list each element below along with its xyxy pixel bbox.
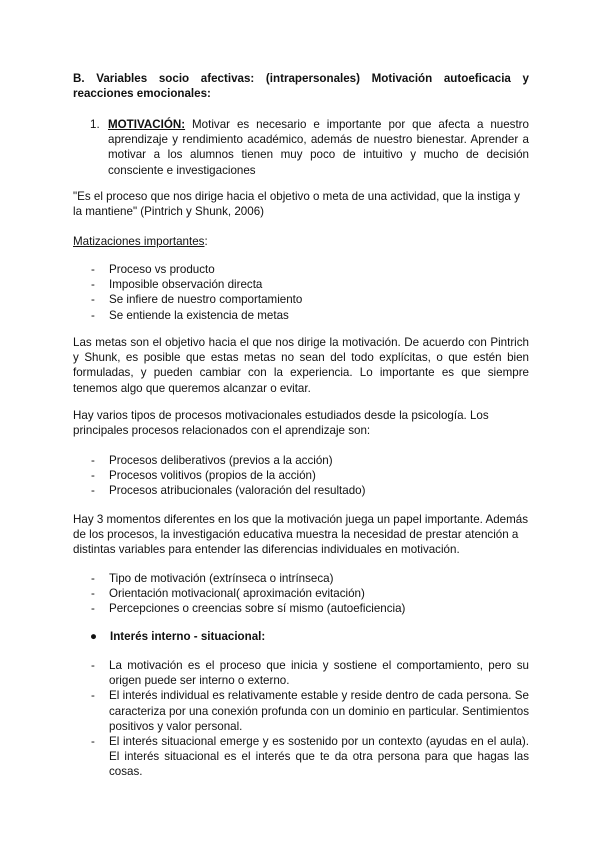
motivacion-term: MOTIVACIÓN: bbox=[108, 118, 186, 131]
motivacion-paragraph bbox=[108, 117, 529, 178]
matizaciones-heading bbox=[73, 234, 529, 249]
list-item: - Percepciones o creencias sobre sí mismo (autoeficiencia) bbox=[91, 602, 406, 616]
matizaciones-colon: : bbox=[204, 235, 208, 248]
list-item: - Proceso vs producto bbox=[91, 263, 215, 276]
list-item: - Se infiere de nuestro comportamiento bbox=[91, 293, 303, 307]
section-title: B. Variables socio afectivas: (intrapersonales) Motivación autoeficacia y reacciones emocionales: bbox=[73, 72, 529, 101]
list-item: - El interés individual es relativamente estable y reside dentro de cada persona. Se caracteriza por una conexión profunda con un dominio en particular. Sentimientos positivos y valor personal. bbox=[91, 689, 529, 733]
list-item: - Imposible observación directa bbox=[91, 278, 263, 292]
list-item: - Procesos volitivos (propios de la acción) bbox=[91, 469, 316, 483]
motivacion-text: Motivar es necesario e importante por que afecta a nuestro aprendizaje y rendimiento académico, además de nuestro bienestar. Aprender a motivar a los alumnos tienen muy poco de intuitivo y mucho de decisión consciente e investigaciones bbox=[108, 118, 529, 177]
matizaciones-list bbox=[73, 262, 529, 323]
bullet-icon: ● bbox=[90, 630, 98, 643]
list-item: - Orientación motivacional( aproximación evitación) bbox=[91, 587, 365, 601]
item-number: 1. bbox=[90, 118, 100, 131]
procesos-list bbox=[73, 453, 529, 499]
list-item: - Tipo de motivación (extrínseca o intrínseca) bbox=[91, 572, 334, 585]
list-item: - El interés situacional emerge y es sostenido por un contexto (ayudas en el aula). El interés situacional es el interés que te da otra persona para que hagas las cosas. bbox=[91, 735, 529, 779]
interes-heading-text: Interés interno - situacional: bbox=[110, 630, 266, 643]
list-item: - La motivación es el proceso que inicia y sostiene el comportamiento, pero su origen puede ser interno o externo. bbox=[91, 659, 529, 688]
list-item: - Procesos atribucionales (valoración del resultado) bbox=[91, 484, 366, 498]
variables-list bbox=[73, 571, 529, 617]
matizaciones-heading-text: Matizaciones importantes bbox=[73, 235, 205, 248]
definition-quote: "Es el proceso que nos dirige hacia el objetivo o meta de una actividad, que la instiga y la mantiene" (Pintrich y Shunk, 2006) bbox=[73, 190, 520, 219]
momentos-paragraph: Hay 3 momentos diferentes en los que la motivación juega un papel importante. Además de los procesos, la investigación educativa muestra la necesidad de prestar atención a distintas variables para entender las diferencias individuales en motivación. bbox=[73, 513, 528, 557]
interes-list bbox=[73, 658, 529, 780]
list-item: - Se entiende la existencia de metas bbox=[91, 308, 289, 322]
list-item: - Procesos deliberativos (previos a la acción) bbox=[91, 454, 333, 467]
metas-paragraph: Las metas son el objetivo hacia el que nos dirige la motivación. De acuerdo con Pintrich y Shunk, es posible que estas metas no sean del todo explícitas, o que estén bien formuladas, y pueden cambiar con la experiencia. Lo importante es que siempre tenemos algo que queremos alcanzar o evitar. bbox=[73, 336, 529, 395]
procesos-paragraph: Hay varios tipos de procesos motivacionales estudiados desde la psicología. Los principales procesos relacionados con el aprendizaje son: bbox=[73, 409, 489, 438]
